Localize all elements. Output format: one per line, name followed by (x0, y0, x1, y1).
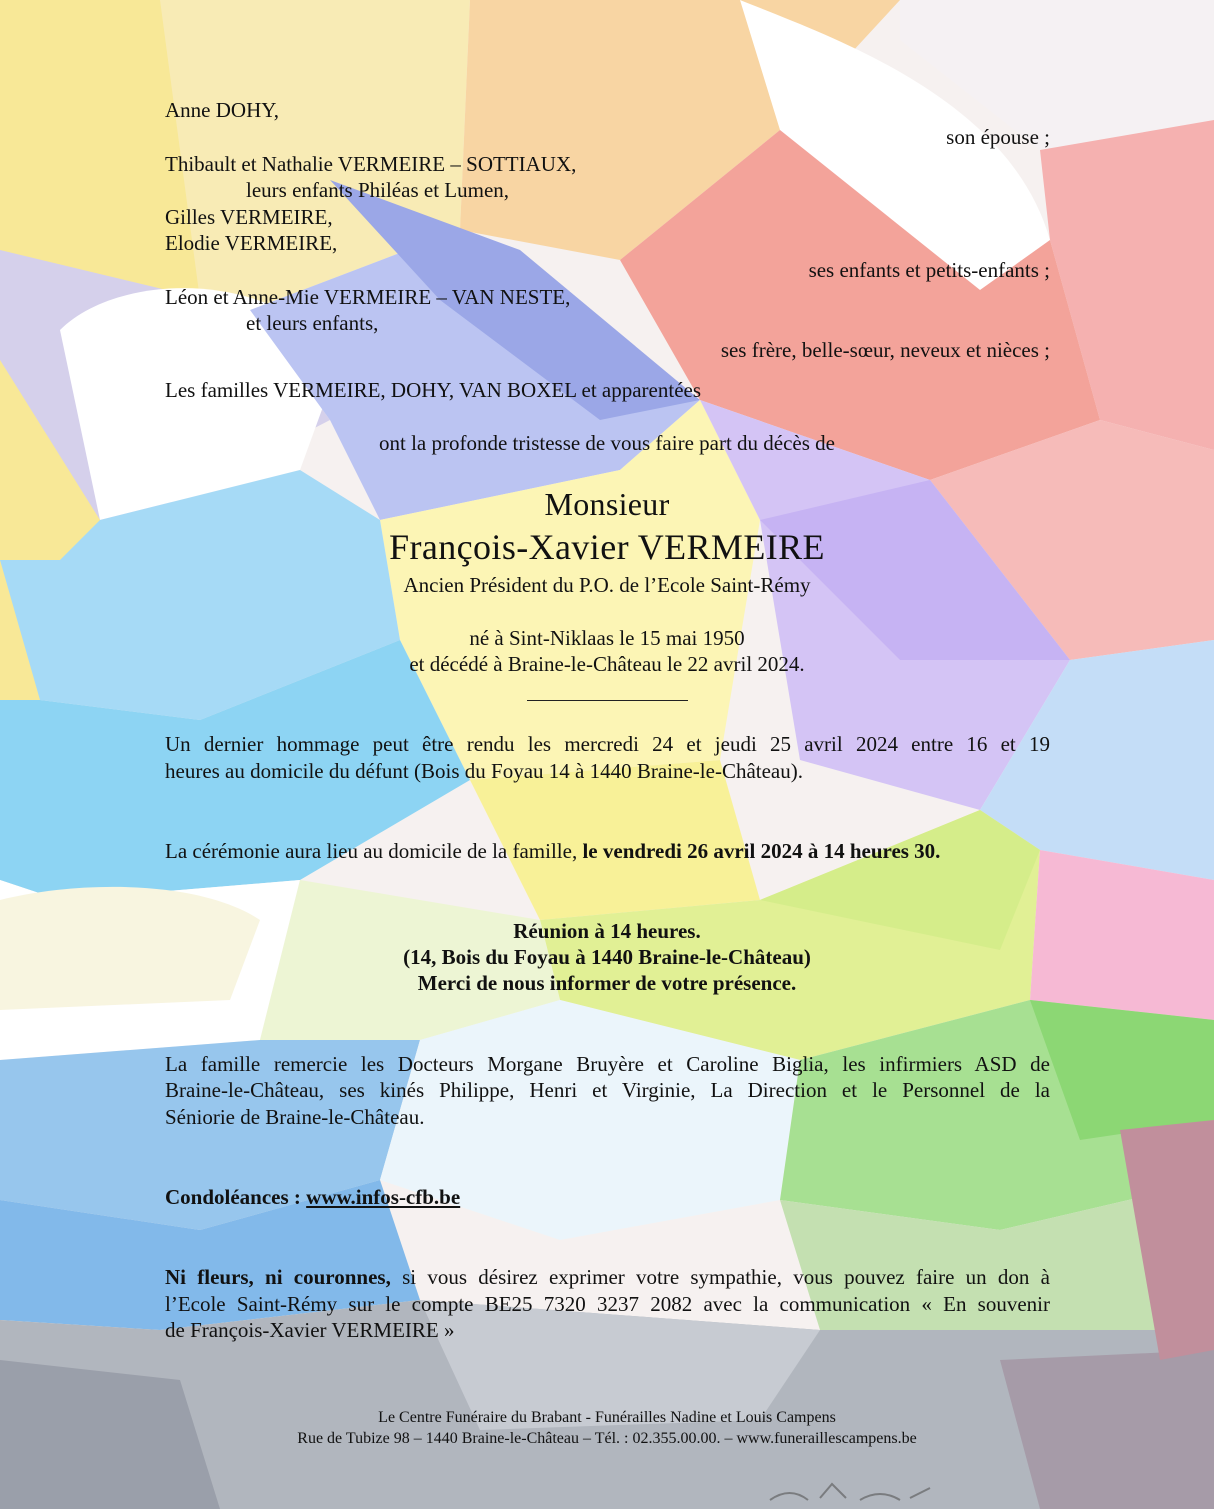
donation-bold: Ni fleurs, ni couronnes, (165, 1265, 391, 1289)
family-line-families: Les familles VERMEIRE, DOHY, VAN BOXEL et apparentées (165, 378, 702, 402)
footer-company: Le Centre Funéraire du Brabant - Funérailles Nadine et Louis Campens (378, 1409, 836, 1426)
reunion-time: Réunion à 14 heures. (513, 919, 701, 943)
deceased-title: Monsieur (544, 486, 670, 522)
family-line-children-2: Gilles VERMEIRE, (165, 205, 333, 229)
donation-line-3: de François-Xavier VERMEIRE » (165, 1318, 455, 1342)
reunion-rsvp: Merci de nous informer de votre présence. (417, 971, 797, 995)
ceremony-date: le vendredi 26 avril 2024 à 14 heures 30. (582, 839, 941, 863)
family-role-children: ses enfants et petits-enfants ; (808, 258, 1050, 282)
thanks-line-2: Braine-le-Château, ses kinés Philippe, Henri et Virginie, La Direction et le Personnel de la (165, 1078, 1050, 1102)
deceased-birth: né à Sint-Niklaas le 15 mai 1950 (469, 626, 745, 650)
footer-address: Rue de Tubize 98 – 1440 Braine-le-Château – Tél. : 02.355.00.00. – www.funeraillescampens.be (297, 1430, 917, 1447)
family-line-grandchildren: leurs enfants Philéas et Lumen, (246, 178, 510, 202)
deceased-role: Ancien Président du P.O. de l’Ecole Saint-Rémy (403, 573, 811, 597)
family-line-wife: Anne DOHY, (165, 98, 279, 122)
ceremony-text: La cérémonie aura lieu au domicile de la famille, (165, 839, 583, 863)
divider-rule (527, 700, 688, 701)
deceased-name: François-Xavier VERMEIRE (389, 527, 825, 567)
donation-rest: si vous désirez exprimer votre sympathie, vous pouvez faire un don à (390, 1265, 1050, 1289)
family-role-brother: ses frère, belle-sœur, neveux et nièces ; (720, 338, 1050, 362)
deceased-death: et décédé à Braine-le-Château le 22 avril 2024. (409, 652, 805, 676)
condolences-label: Condoléances : (165, 1185, 307, 1209)
family-line-brother: Léon et Anne-Mie VERMEIRE – VAN NESTE, (165, 285, 571, 309)
condolences-line (165, 1184, 460, 1210)
family-line-children-3: Elodie VERMEIRE, (165, 231, 338, 255)
thanks-line-1: La famille remercie les Docteurs Morgane Bruyère et Caroline Biglia, les infirmiers ASD de (165, 1052, 1050, 1076)
family-line-children-1: Thibault et Nathalie VERMEIRE – SOTTIAUX, (165, 152, 577, 176)
condolences-link[interactable]: www.infos-cfb.be (306, 1185, 461, 1209)
family-role-wife: son épouse ; (946, 125, 1050, 149)
donation-line-2: l’Ecole Saint-Rémy sur le compte BE25 7320 3237 2082 avec la communication « En souvenir (165, 1292, 1050, 1316)
reunion-address: (14, Bois du Foyau à 1440 Braine-le-Château) (403, 945, 811, 969)
hommage-line-1: Un dernier hommage peut être rendu les mercredi 24 et jeudi 25 avril 2024 entre 16 et 19 (165, 732, 1050, 756)
thanks-line-3: Séniorie de Braine-le-Château. (165, 1105, 425, 1129)
ceremony-paragraph (165, 838, 940, 864)
family-line-nephews: et leurs enfants, (246, 311, 379, 335)
hommage-line-2: heures au domicile du défunt (Bois du Foyau 14 à 1440 Braine-le-Château). (165, 759, 803, 783)
announcement-text: ont la profonde tristesse de vous faire part du décès de (378, 431, 835, 455)
